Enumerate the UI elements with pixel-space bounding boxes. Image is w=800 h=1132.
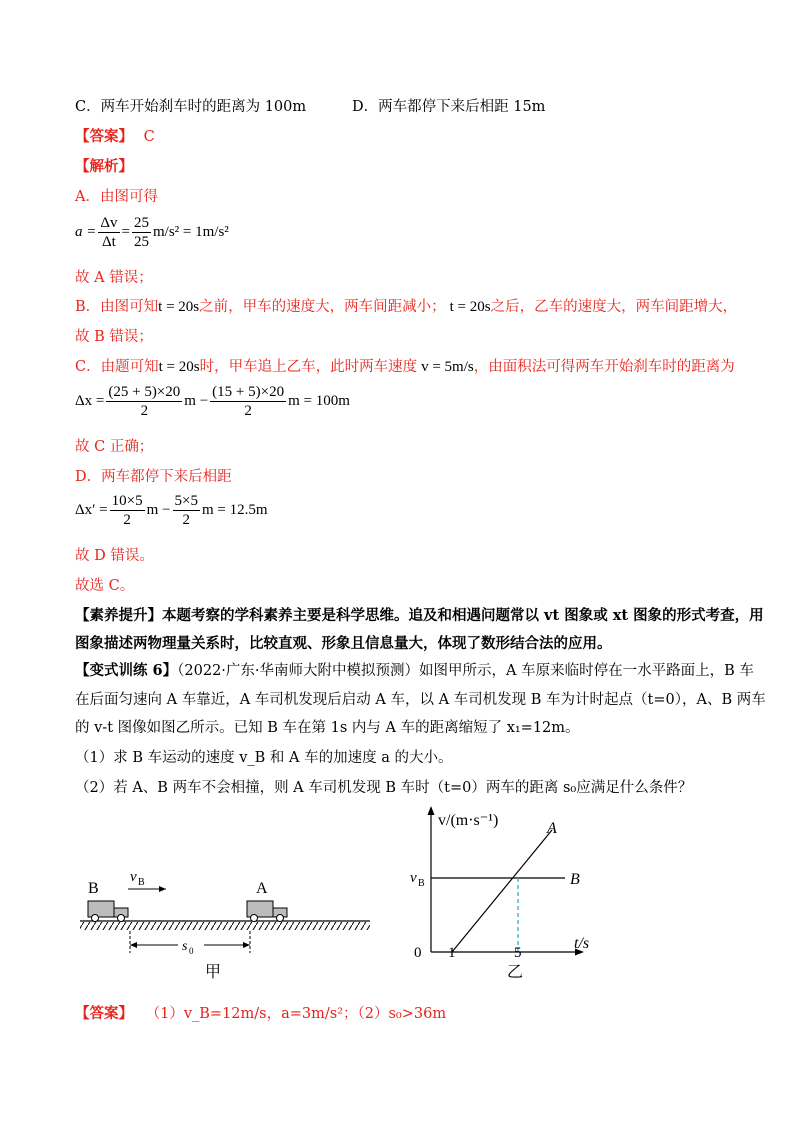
training-line-3: 的 v-t 图像如图乙所示。已知 B 车在第 1s 内与 A 车的距离缩短了 x₁=12m。 <box>75 720 580 736</box>
equation-c: Δx = $\frac{(25 + 5)\times 20}{2}$ m − $\frac{(15 + 5)\times 20}{2}$ m = 100m <box>75 384 350 419</box>
answer-label: 【答案】 <box>75 128 133 145</box>
analysis-a-conclusion: 故 A 错误； <box>75 270 153 286</box>
x-axis-label: t/s <box>574 935 590 952</box>
car-a-icon <box>247 901 287 922</box>
analysis-c-conclusion: 故 C 正确； <box>75 439 154 455</box>
analysis-d-conclusion: 故 D 错误。 <box>75 548 154 564</box>
option-d: D．两车都停下来后相距 15m <box>352 99 546 115</box>
y-axis-label: v/(m·s⁻¹) <box>438 812 499 829</box>
analysis-b-line: B．由图可知t = 20s之前，甲车的速度大，两车间距减小； t = 20s之后，乙车的速度大，两车间距增大， <box>75 299 738 315</box>
eq-a-frac2: $\frac{25}{25}$ <box>134 215 149 250</box>
analysis-c-line: C．由题可知t = 20s时，甲车追上乙车，此时两车速度 v = 5m/s，由面积法可得两车开始刹车时的距离为 <box>75 359 735 375</box>
equation-d: Δx′ = $\frac{10\times 5}{2}$ m − $\frac{5\times 5}{2}$ m = 12.5m <box>75 493 268 528</box>
eq-a-lhs: a = <box>75 224 97 240</box>
distance-sub: 0 <box>189 946 194 956</box>
analysis-choice: 故选 C。 <box>75 578 135 594</box>
improvement-line-2: 图象描述两物理量关系时，比较直观、形象且信息量大，体现了数形结合法的应用。 <box>75 635 612 652</box>
ground-hatch <box>80 922 370 930</box>
training-line-2: 在后面匀速向 A 车靠近，A 车司机发现后启动 A 车，以 A 车司机发现 B 车为计时起点（t=0），A、B 两车 <box>75 692 766 708</box>
training-label: 【变式训练 6】 <box>75 662 178 679</box>
tick-5: 5 <box>514 945 522 961</box>
figure-jia <box>70 845 380 990</box>
improvement-line-1: 【素养提升】本题考察的学科素养主要是科学思维。追及和相遇问题常以 vt 图象或 xt 图象的形式考查，用 <box>75 607 764 624</box>
velocity-label: v <box>130 869 137 885</box>
tick-1: 1 <box>448 945 456 961</box>
answer-value: C <box>143 129 155 145</box>
velocity-sub: B <box>138 877 145 888</box>
distance-label: s <box>182 939 188 954</box>
training-line-1: 【变式训练 6】（2022·广东·华南师大附中模拟预测）如图甲所示，A 车原来临时停在一水平路面上，B 车 <box>75 662 754 679</box>
vb-label: v <box>410 870 417 886</box>
line-a <box>452 830 552 952</box>
vb-sub: B <box>418 878 425 889</box>
final-answer-label: 【答案】 <box>75 1005 133 1022</box>
analysis-d-title: D．两车都停下来后相距 <box>75 469 232 485</box>
equation-a: a = $\frac{\Delta v}{\Delta t}$ = $\frac{25}{25}$ m/s² = 1m/s² <box>75 215 229 250</box>
line-a-label: A <box>547 820 557 837</box>
analysis-b-conclusion: 故 B 错误； <box>75 329 153 345</box>
analysis-label: 【解析】 <box>75 158 133 175</box>
final-answer-text: （1）v_B=12m/s，a=3m/s²；（2）s₀>36m <box>145 1006 447 1022</box>
answer-line <box>75 127 155 147</box>
tick-0: 0 <box>414 945 422 961</box>
figure-yi <box>410 800 630 990</box>
car-a-label: A <box>256 880 268 897</box>
question-2: （2）若 A、B 两车不会相撞，则 A 车司机发现 B 车时（t=0）两车的距离 s₀应满足什么条件？ <box>75 780 693 796</box>
car-b-icon <box>88 901 128 922</box>
figure-yi-caption: 乙 <box>507 964 524 981</box>
final-answer-line <box>75 1004 446 1024</box>
car-b-label: B <box>88 880 99 897</box>
question-1: （1）求 B 车运动的速度 v_B 和 A 车的加速度 a 的大小。 <box>75 750 453 766</box>
analysis-a-title: A．由图可得 <box>75 189 158 205</box>
figure-jia-caption: 甲 <box>205 964 222 981</box>
option-c: C．两车开始刹车时的距离为 100m <box>75 99 307 115</box>
line-b-label: B <box>570 871 580 888</box>
eq-a-frac1: $\frac{\Delta v}{\Delta t}$ <box>100 215 118 250</box>
